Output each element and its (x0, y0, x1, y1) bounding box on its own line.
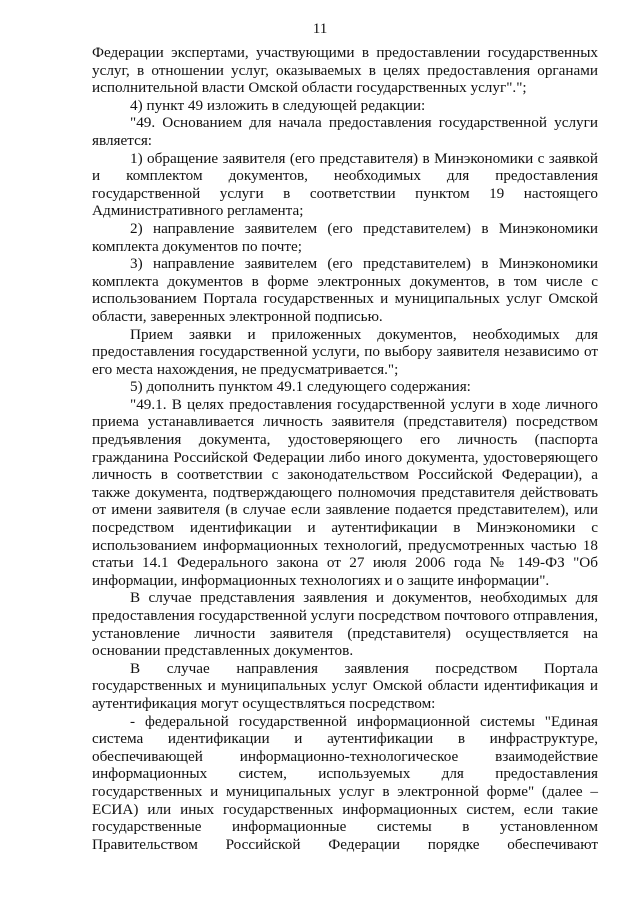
paragraph-postal: В случае представления заявления и документов, необходимых для предоставления государственной услуги посредством почтового отправления, установление личности заявителя (представителя) осуществляется на основании представленных документов. (92, 589, 598, 660)
paragraph-subitem-2: 2) направление заявителем (его представителем) в Минэкономики комплекта документов по почте; (92, 219, 598, 255)
document-body (92, 44, 598, 853)
paragraph-subitem-3: 3) направление заявителем (его представителем) в Минэкономики комплекта документов в форме электронных документов, в том числе с использованием Портала государственных и муниципальных услуг Омской области, заверенных электронной подписью. (92, 255, 598, 325)
paragraph-item-4: 4) пункт 49 изложить в следующей редакции: (130, 96, 426, 114)
paragraph-reception: Прием заявки и приложенных документов, необходимых для предоставления государственной услуги, по выбору заявителя независимо от его места нахождения, не предусматривается."; (92, 325, 598, 378)
page-number: 11 (312, 20, 328, 37)
paragraph-esia: - федеральной государственной информационной системы "Единая система идентификации и аутентификации в инфраструктуре, обеспечивающей информационно-технологическое взаимодействие информационных систем, используемых для предоставления государственных и муниципальных услуг в электронной форме" (далее – ЕСИА) или иных государственных информационных систем, если такие государственные информационные системы в установленном Правительством Российской Федерации порядке обеспечивают (92, 712, 598, 853)
paragraph-clause-49-1: "49.1. В целях предоставления государственной услуги в ходе личного приема устанавливается личность заявителя (представителя) посредством предъявления документа, удостоверяющего его личность (паспорта гражданина Российской Федерации либо иного документа, удостоверяющего личность в соответствии с законодательством Российской Федерации), а также документа, подтверждающего полномочия представителя действовать от имени заявителя (в случае если заявление подается представителем), или посредством идентификации и аутентификации в Минэкономики с использованием информационных технологий, предусмотренных частью 18 статьи 14.1 Федерального закона от 27 июля 2006 года № 149-ФЗ "Об информации, информационных технологиях и о защите информации". (92, 395, 598, 589)
paragraph-item-5: 5) дополнить пунктом 49.1 следующего содержания: (130, 378, 471, 396)
paragraph-subitem-1: 1) обращение заявителя (его представителя) в Минэкономики с заявкой и комплектом документов, необходимых для предоставления государственной услуги в соответствии пунктом 19 настоящего Административного регламента; (92, 149, 598, 220)
paragraph-continuation: Федерации экспертами, участвующими в предоставлении государственных услуг, в отношении услуг, оказываемых в целях предоставления органами исполнительной власти Омской области государственных услуг"."; (92, 44, 598, 97)
paragraph-clause-49: "49. Основанием для начала предоставления государственной услуги является: (92, 114, 598, 149)
paragraph-portal: В случае направления заявления посредством Портала государственных и муниципальных услуг Омской области идентификация и аутентификация могут осуществляться посредством: (92, 659, 598, 712)
